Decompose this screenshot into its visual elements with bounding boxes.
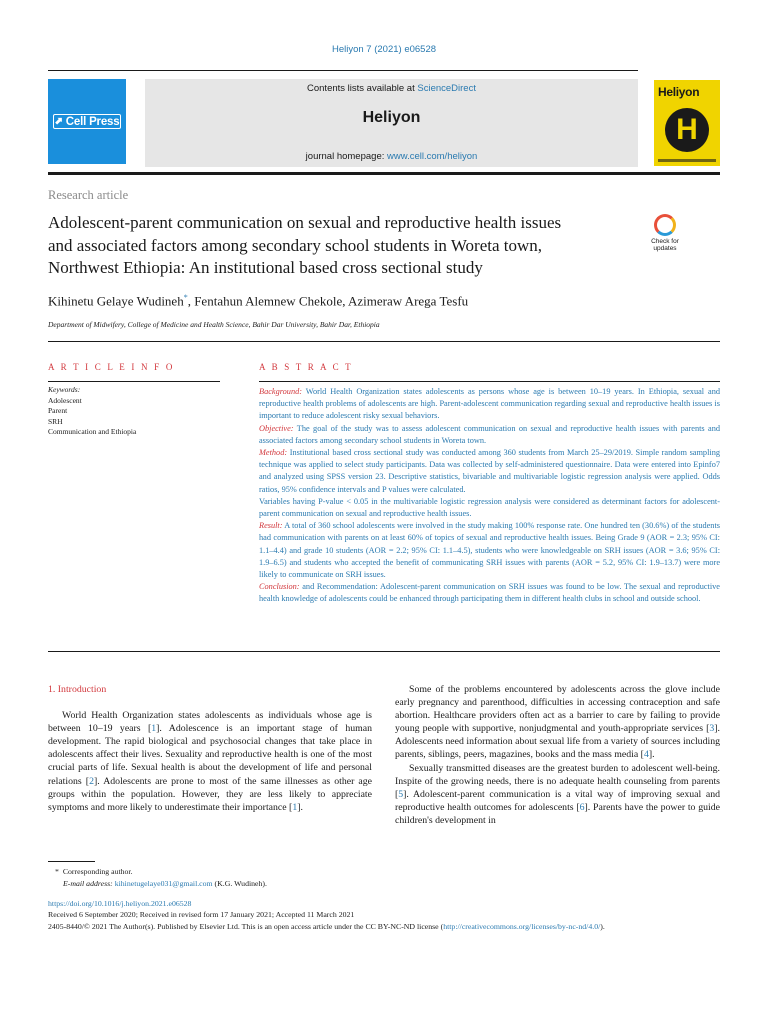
objective-label: Objective: <box>259 423 294 433</box>
background-label: Background: <box>259 387 303 396</box>
journal-info-panel <box>145 79 638 167</box>
paragraph-text: ]. <box>648 749 655 761</box>
abstract-rule <box>259 381 720 382</box>
contents-line <box>145 83 638 94</box>
article-type: Research article <box>48 188 129 202</box>
body-paragraph <box>395 683 720 762</box>
masthead-rule <box>48 172 720 175</box>
abstract-result <box>259 520 720 581</box>
license-text: 2405-8440/© 2021 The Author(s). Published by Elsevier Ltd. This is an open access article under the CC BY-NC-ND license ( <box>48 921 444 931</box>
license-suffix: ). <box>600 921 605 931</box>
cover-title: Heliyon <box>658 85 700 99</box>
abstract-body <box>259 386 720 606</box>
keyword: SRH <box>48 416 63 426</box>
title-rule <box>48 341 720 342</box>
doi-link[interactable]: https://doi.org/10.1016/j.heliyon.2021.e06528 <box>48 899 192 908</box>
cellpress-label: Cell Press <box>65 115 120 128</box>
body-column-left <box>48 683 372 814</box>
abstract-conclusion <box>259 581 720 605</box>
abstract-heading: A B S T R A C T <box>259 362 353 372</box>
body-column-right <box>395 683 720 827</box>
reference-link[interactable]: 1 <box>292 801 298 813</box>
paragraph-text: ]. <box>297 801 303 813</box>
article-title <box>48 212 638 280</box>
journal-name: Heliyon <box>362 109 421 126</box>
reference-link[interactable]: 1 <box>151 723 157 735</box>
abstract-background <box>259 386 720 423</box>
check-updates-label: Check for updates <box>651 238 679 252</box>
email-note <box>63 878 267 889</box>
corresponding-author-note <box>55 866 133 877</box>
keyword: Adolescent <box>48 395 82 405</box>
title-line: and associated factors among secondary school students in Woreta town, <box>48 235 543 255</box>
cellpress-mark-icon: ⬈ <box>54 116 63 127</box>
check-updates-icon <box>654 214 676 236</box>
received-dates: Received 6 September 2020; Received in revised form 17 January 2021; Accepted 11 March 2021 <box>48 910 355 920</box>
cover-footer-bar <box>658 159 716 162</box>
cellpress-logo[interactable] <box>48 79 126 164</box>
keywords-block <box>48 385 220 438</box>
article-info-heading: A R T I C L E I N F O <box>48 362 175 372</box>
header-rule <box>48 70 638 71</box>
email-suffix: (K.G. Wudineh). <box>212 879 267 888</box>
method-text: Institutional based cross sectional study was conducted among 360 students from March 25–29/2019. Simple random sampling technique was applied to select study participants. Data was collected by self-administered questionnaire. Data were entered into Epinfo7 and analyzed using SPSS version 23. Descriptive statistics, bivariable and multivariable logistic regression analysis were applied. Odds ratios, 95% confidence intervals and P values were calculated. <box>259 448 720 494</box>
title-line: Northwest Ethiopia: An institutional based cross sectional study <box>48 258 483 277</box>
homepage-prefix: journal homepage: <box>305 151 388 162</box>
reference-link[interactable]: 3 <box>709 723 715 735</box>
abstract-variables: Variables having P-value < 0.05 in the multivariable logistic regression analysis were considered as determinant factors for adolescent-parent communication on sexual and reproductive health issues. <box>259 496 720 519</box>
sciencedirect-link[interactable]: ScienceDirect <box>417 83 476 94</box>
heliyon-cover-image[interactable] <box>654 80 720 166</box>
abstract-bottom-rule <box>48 651 720 652</box>
conclusion-text: and Recommendation: Adolescent-parent communication on SRH issues was found to be low. The sexual and reproductive health knowledge of adolescents could be enhanced through participating them in different health clubs in school and outside school. <box>259 582 720 604</box>
reference-link[interactable]: 6 <box>579 801 585 813</box>
keyword: Communication and Ethiopia <box>48 427 137 436</box>
abstract-method <box>259 447 720 496</box>
journal-masthead <box>48 79 720 167</box>
paragraph-text: ]. Adolescents need information about sexual life from a variety of sources including parents, siblings, peers, magazines, books and the mass media [ <box>395 723 720 761</box>
background-text: World Health Organization states adolescents as persons whose age is between 10–19 years. In Ethiopia, sexual and reproductive health problems of adolescents are high. Parent-adolescent communication regarding sexual and reproductive health issues is important to reduce adolescent risky sexual behaviors. <box>259 387 720 421</box>
title-line: Adolescent-parent communication on sexual and reproductive health issues <box>48 213 562 232</box>
reference-link[interactable]: 2 <box>89 775 94 787</box>
paragraph-text: ]. Adolescence is an important stage of human development. The rapid biological and psychosocial changes that take place in adolescents affect their lives. Sexuality and reproductive health is one of the most crucial parts of life. Sexual health is about the development of life and personal relations [ <box>48 723 372 787</box>
keyword: Parent <box>48 406 68 415</box>
article-info-rule <box>48 381 220 382</box>
result-text: A total of 360 school adolescents were involved in the study making 100% response rate. One hundred ten (30.6%) of the students had communication with parents on at least 60% of topics of sexual and reproductive health issues. Being Grade 9 (AOR = 2.3; 95% CI: 1.1–4.4) and grade 10 students (AOR = 2.2; 95% CI: 1.1–4.5), students who were knowledgeable on SRH issues (AOR = 3.6; 95% CI: 1.9–6.5) and students who accepted the benefit of communicating SRH issues with parents (AOR = 5.2, 95% CI: 1.9–13.7) were more likely to communicate on SRH issues. <box>259 521 720 580</box>
objective-text: The goal of the study was to assess adolescent communication on sexual and reproductive health issues with parents and associated factors among secondary school students in Woreta town. <box>259 423 720 445</box>
contents-prefix: Contents lists available at <box>307 83 418 94</box>
paragraph-text: ]. Adolescents are prone to most of the same illnesses as other age groups within the population. However, they are less likely to appreciate symptoms and more likely to underestimate their importance [ <box>48 775 372 813</box>
homepage-line <box>145 151 638 162</box>
keywords-label: Keywords: <box>48 385 81 394</box>
corresponding-label: Corresponding author. <box>62 867 133 876</box>
footnote-rule <box>48 861 95 862</box>
license-statement <box>48 921 720 932</box>
journal-citation-link[interactable]: Heliyon 7 (2021) e06528 <box>331 44 437 55</box>
footnote-marker: * <box>55 867 59 876</box>
paragraph-text: Sexually transmitted diseases are the greatest burden to adolescent well-being. Inspite of the growing needs, there is no adequate health counseling from parents [ <box>395 762 720 800</box>
author-names-rest: , Fentahun Alemnew Chekole, Azimeraw Arega Tesfu <box>187 293 469 309</box>
method-label: Method: <box>259 448 288 458</box>
result-label: Result: <box>259 521 283 531</box>
paragraph-text: Some of the problems encountered by adolescents across the glove include early pregnancy and parenthood, difficulties in accessing contraception and safe abortion. Healthcare providers often act as a barrier to care by failing to provide young people with supportive, nonjudgmental and youth-appropriate services [ <box>395 684 720 735</box>
section-heading-introduction: 1. Introduction <box>48 684 107 695</box>
conclusion-label: Conclusion: <box>259 582 300 592</box>
journal-homepage-link[interactable]: www.cell.com/heliyon <box>387 151 478 162</box>
body-paragraph <box>48 709 372 814</box>
body-paragraph <box>395 762 720 827</box>
license-link[interactable]: http://creativecommons.org/licenses/by-nc-nd/4.0/ <box>443 921 601 931</box>
abstract-objective <box>259 423 720 447</box>
author-name[interactable]: Kihinetu Gelaye Wudineh <box>48 293 184 309</box>
cellpress-badge <box>53 114 121 129</box>
paragraph-text: ]. Parents have the power to guide children's development in <box>395 801 720 826</box>
heliyon-h-logo-icon: H <box>665 108 709 152</box>
publication-details <box>48 898 720 932</box>
reference-link[interactable]: 5 <box>398 788 404 800</box>
author-list <box>48 293 468 309</box>
paragraph-text: ]. Adolescent-parent communication is a vital way of improving sexual and reproductive health outcomes for adolescents [ <box>395 788 720 813</box>
corresponding-author-marker[interactable]: * <box>183 293 188 302</box>
reference-link[interactable]: 4 <box>643 749 649 761</box>
check-for-updates-button[interactable] <box>646 214 684 254</box>
author-email-link[interactable]: kihinetugelaye031@gmail.com <box>114 879 213 888</box>
email-label: E-mail address: <box>63 879 113 888</box>
paragraph-text: World Health Organization states adolescents as individuals whose age is between 10–19 years [ <box>48 710 372 735</box>
affiliation: Department of Midwifery, College of Medicine and Health Science, Bahir Dar University, Bahir Dar, Ethiopia <box>48 320 380 329</box>
